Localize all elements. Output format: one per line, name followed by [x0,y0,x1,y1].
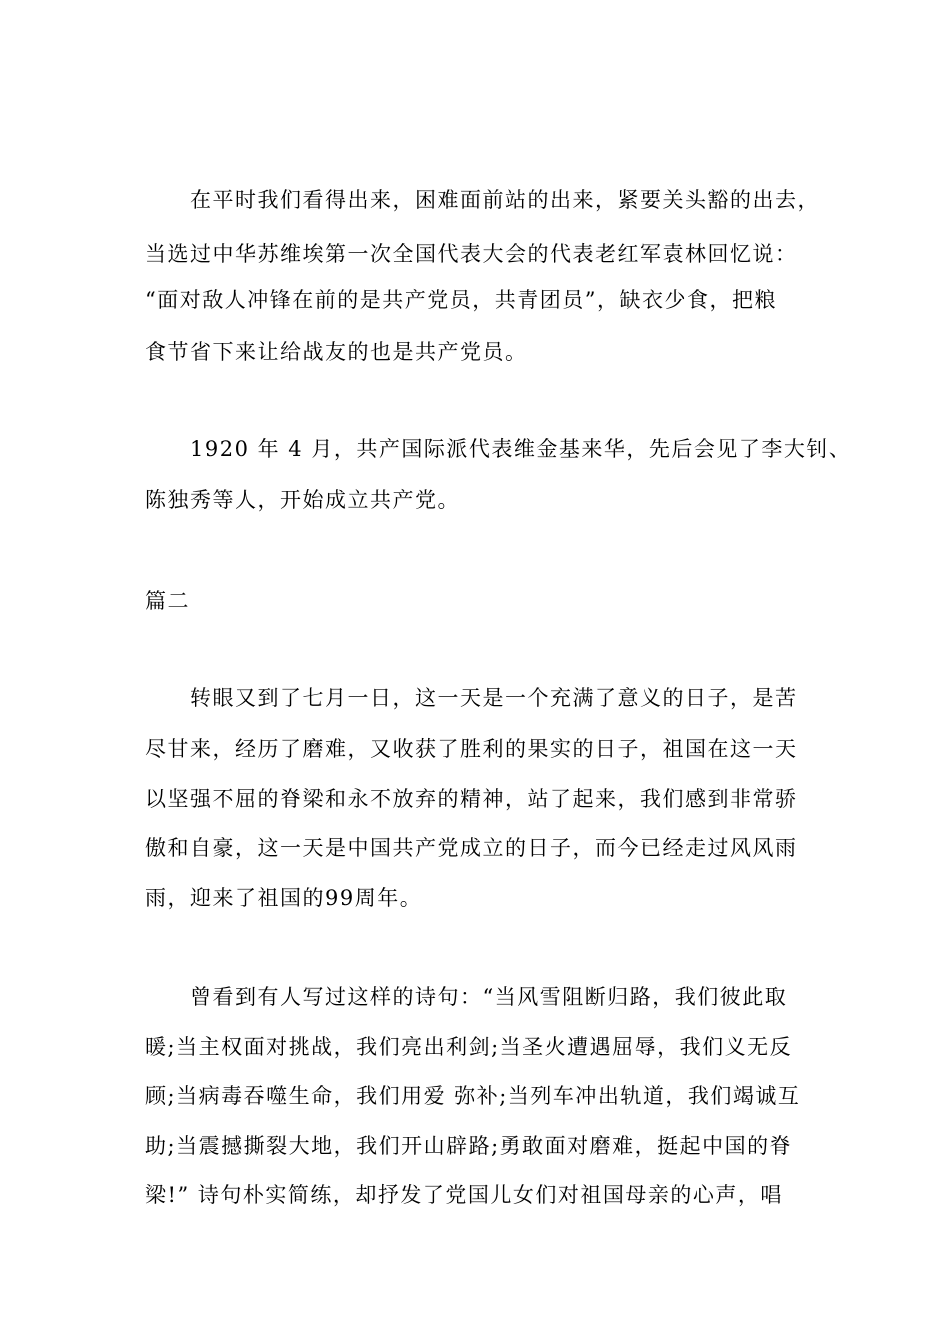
paragraph-1-line-1: 在平时我们看得出来，困难面前站的出来，紧要关头豁的出去， [190,188,820,212]
paragraph-2-line-1: 1920 年 4 月，共产国际派代表维金基来华，先后会见了李大钊、 [190,437,852,461]
paragraph-1-line-3: “面对敌人冲锋在前的是共产党员，共青团员”，缺衣少食，把粮 [145,288,777,312]
paragraph-4-line-5: 梁!” 诗句朴实简练，却抒发了党国儿女们对祖国母亲的心声，唱 [145,1183,783,1207]
paragraph-3-line-3: 以坚强不屈的脊梁和永不放弃的精神，站了起来，我们感到非常骄 [145,787,798,811]
paragraph-3-line-5: 雨，迎来了祖国的99周年。 [145,886,423,910]
paragraph-1-line-4: 食节省下来让给战友的也是共产党员。 [145,340,528,364]
paragraph-4-line-1: 曾看到有人写过这样的诗句：“当风雪阻断归路，我们彼此取 [190,985,788,1009]
paragraph-1-line-2: 当选过中华苏维埃第一次全国代表大会的代表老红军袁林回忆说： [145,242,798,266]
paragraph-3-line-2: 尽甘来，经历了磨难，又收获了胜利的果实的日子，祖国在这一天 [145,737,798,761]
paragraph-4-line-4: 助;当震撼撕裂大地，我们开山辟路;勇敢面对磨难，挺起中国的脊 [145,1134,793,1158]
section-heading: 篇二 [145,589,190,613]
paragraph-2-line-2: 陈独秀等人，开始成立共产党。 [145,488,460,512]
paragraph-3-line-1: 转眼又到了七月一日，这一天是一个充满了意义的日子，是苦 [190,686,798,710]
paragraph-4-line-2: 暖;当主权面对挑战，我们亮出利剑;当圣火遭遇屈辱，我们义无反 [145,1035,793,1059]
paragraph-3-line-4: 傲和自豪，这一天是中国共产党成立的日子，而今已经走过风风雨 [145,836,798,860]
paragraph-4-line-3: 顾;当病毒吞噬生命，我们用爱 弥补;当列车冲出轨道，我们竭诚互 [145,1084,801,1108]
